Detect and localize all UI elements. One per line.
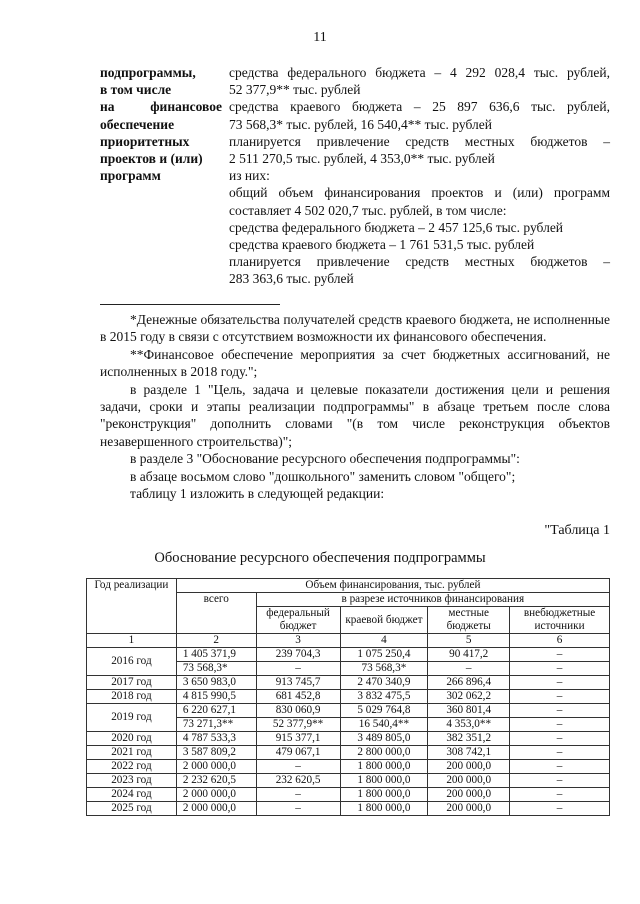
table-cell: 52 377,9** — [256, 718, 340, 732]
table-row — [87, 774, 610, 788]
table-row — [87, 732, 610, 746]
table-cell: 681 452,8 — [256, 690, 340, 704]
header-federal: федеральный бюджет — [256, 607, 340, 634]
value-line: 2 511 270,5 тыс. рублей, 4 353,0** тыс. рублей — [229, 151, 495, 167]
table-cell: – — [510, 760, 610, 774]
table-cell: 73 568,3* — [340, 662, 428, 676]
table-cell: – — [510, 746, 610, 760]
table-cell: 73 271,3** — [176, 718, 256, 732]
cell-year: 2017 год — [87, 676, 177, 690]
col-number: 3 — [256, 634, 340, 648]
table-cell: 913 745,7 — [256, 676, 340, 690]
table-body — [87, 648, 610, 816]
cell-year: 2020 год — [87, 732, 177, 746]
table-cell: 200 000,0 — [428, 760, 510, 774]
table-cell: 4 815 990,5 — [176, 690, 256, 704]
table-cell: 200 000,0 — [428, 788, 510, 802]
value-line: из них: — [229, 168, 270, 184]
amendment-paragraph: в разделе 1 "Цель, задача и целевые показатели достижения цели и решения задачи, сроки и этапы реализации подпрограммы" в абзаце третьем после слова "реконструкция" дополнить словами "(в том числе реконструкция объектов незавершенного строительства)"; — [100, 381, 610, 449]
table-cell: 1 800 000,0 — [340, 760, 428, 774]
value-line: общий объем финансирования проектов и (или) программ — [229, 185, 610, 201]
passport-value — [229, 64, 610, 288]
table-cell: – — [510, 690, 610, 704]
col-number: 5 — [428, 634, 510, 648]
table-cell: 4 353,0** — [428, 718, 510, 732]
footnote-divider — [100, 304, 280, 305]
value-line: планируется привлечение средств местных бюджетов – — [229, 133, 610, 149]
table-row — [87, 690, 610, 704]
table-cell: – — [510, 704, 610, 718]
value-line: средства федерального бюджета – 4 292 028,4 тыс. рублей, — [229, 65, 610, 80]
table-cell: 239 704,3 — [256, 648, 340, 662]
label-line — [100, 98, 222, 115]
table-row — [87, 802, 610, 816]
header-regional: краевой бюджет — [340, 607, 428, 634]
value-line: 73 568,3* тыс. рублей, 16 540,4** тыс. рублей — [229, 116, 492, 132]
header-by-source: в разрезе источников финансирования — [256, 593, 609, 607]
cell-year: 2025 год — [87, 802, 177, 816]
amendment-paragraph: в разделе 3 "Обоснование ресурсного обеспечения подпрограммы": — [130, 451, 520, 467]
header-local: местные бюджеты — [428, 607, 510, 634]
cell-year: 2016 год — [87, 648, 177, 676]
col-number: 1 — [87, 634, 177, 648]
label-line: программ — [100, 168, 161, 184]
table-cell: 4 787 533,3 — [176, 732, 256, 746]
table-cell: 6 220 627,1 — [176, 704, 256, 718]
cell-year: 2018 год — [87, 690, 177, 704]
col-number: 2 — [176, 634, 256, 648]
amendment-paragraph: таблицу 1 изложить в следующей редакции: — [130, 486, 385, 502]
table-cell: 382 351,2 — [428, 732, 510, 746]
table-cell: 2 232 620,5 — [176, 774, 256, 788]
footnote: **Финансовое обеспечение мероприятия за счет бюджетных ассигнований, не исполненных в 2018 году."; — [100, 346, 610, 380]
passport-label — [100, 64, 222, 184]
value-line: составляет 4 502 020,7 тыс. рублей, в том числе: — [229, 202, 507, 218]
cell-year: 2019 год — [87, 704, 177, 732]
table-cell: – — [256, 760, 340, 774]
table-cell: 360 801,4 — [428, 704, 510, 718]
table-row — [87, 788, 610, 802]
col-number: 4 — [340, 634, 428, 648]
footnote: *Денежные обязательства получателей средств краевого бюджета, не исполненные в 2015 году в связи с отсутствием возможности их финансового обеспечения. — [100, 312, 610, 345]
label-line: приоритетных — [100, 133, 190, 149]
table-cell: 90 417,2 — [428, 648, 510, 662]
body-text — [100, 311, 610, 502]
table-cell: – — [510, 648, 610, 662]
label-line: в том числе — [100, 82, 172, 98]
table-cell: 3 832 475,5 — [340, 690, 428, 704]
table-cell: – — [428, 662, 510, 676]
table-cell: 915 377,1 — [256, 732, 340, 746]
table-cell: – — [256, 662, 340, 676]
value-line: средства краевого бюджета – 1 761 531,5 тыс. рублей — [229, 237, 535, 253]
table-cell: – — [510, 802, 610, 816]
table-cell: 2 000 000,0 — [176, 760, 256, 774]
table-cell: 302 062,2 — [428, 690, 510, 704]
table-cell: 2 800 000,0 — [340, 746, 428, 760]
table-row — [87, 760, 610, 774]
table-row — [87, 704, 610, 718]
table-cell: – — [510, 788, 610, 802]
label-line: обеспечение — [100, 116, 175, 132]
table-cell: – — [256, 802, 340, 816]
label-word: финансовое — [150, 99, 222, 115]
header-total: всего — [176, 593, 256, 634]
amendment-paragraph: в абзаце восьмом слово "дошкольного" заменить словом "общего"; — [130, 468, 516, 484]
table-cell: – — [510, 774, 610, 788]
table-row — [87, 676, 610, 690]
table-cell: 2 000 000,0 — [176, 788, 256, 802]
table-cell: 3 489 805,0 — [340, 732, 428, 746]
column-numbers-row — [87, 634, 610, 648]
value-line: средства краевого бюджета – 25 897 636,6 тыс. рублей, — [229, 99, 610, 115]
table-title: Обоснование ресурсного обеспечения подпрограммы — [154, 550, 486, 566]
header-year: Год реализации — [87, 579, 177, 634]
table-cell: 200 000,0 — [428, 774, 510, 788]
table-cell: 73 568,3* — [176, 662, 256, 676]
col-number: 6 — [510, 634, 610, 648]
label-line: проектов и (или) — [100, 151, 203, 167]
table-cell: – — [510, 718, 610, 732]
table-cell: 1 800 000,0 — [340, 774, 428, 788]
table-cell: 1 800 000,0 — [340, 802, 428, 816]
table-cell: 1 075 250,4 — [340, 648, 428, 662]
table-caption: "Таблица 1 — [544, 523, 610, 538]
cell-year: 2021 год — [87, 746, 177, 760]
table-cell: 266 896,4 — [428, 676, 510, 690]
table-cell: 200 000,0 — [428, 802, 510, 816]
financing-table — [86, 578, 610, 816]
table-cell: 830 060,9 — [256, 704, 340, 718]
value-line: 283 363,6 тыс. рублей — [229, 271, 354, 287]
table-cell: 1 800 000,0 — [340, 788, 428, 802]
table-cell: 16 540,4** — [340, 718, 428, 732]
table-cell: – — [510, 676, 610, 690]
page-number: 11 — [313, 30, 327, 45]
table-header — [87, 579, 610, 648]
value-line: планируется привлечение средств местных бюджетов – — [229, 254, 610, 270]
table-cell: 3 587 809,2 — [176, 746, 256, 760]
table-cell: – — [510, 662, 610, 676]
table-row — [87, 648, 610, 662]
value-line: средства федерального бюджета – 2 457 125,6 тыс. рублей — [229, 219, 564, 235]
value-line: 52 377,9** тыс. рублей — [229, 82, 361, 98]
table-cell: 232 620,5 — [256, 774, 340, 788]
table-row — [87, 746, 610, 760]
table-cell: 308 742,1 — [428, 746, 510, 760]
table-cell: 1 405 371,9 — [176, 648, 256, 662]
label-word: на — [100, 99, 115, 115]
table-cell: – — [510, 732, 610, 746]
table-cell: 479 067,1 — [256, 746, 340, 760]
table-cell: 5 029 764,8 — [340, 704, 428, 718]
table-cell: 2 000 000,0 — [176, 802, 256, 816]
header-volume: Объем финансирования, тыс. рублей — [176, 579, 609, 593]
table-cell: 2 470 340,9 — [340, 676, 428, 690]
cell-year: 2024 год — [87, 788, 177, 802]
label-line: подпрограммы, — [100, 65, 196, 80]
cell-year: 2023 год — [87, 774, 177, 788]
table-cell: – — [256, 788, 340, 802]
header-extra: внебюджетные источники — [510, 607, 610, 634]
cell-year: 2022 год — [87, 760, 177, 774]
table-cell: 3 650 983,0 — [176, 676, 256, 690]
